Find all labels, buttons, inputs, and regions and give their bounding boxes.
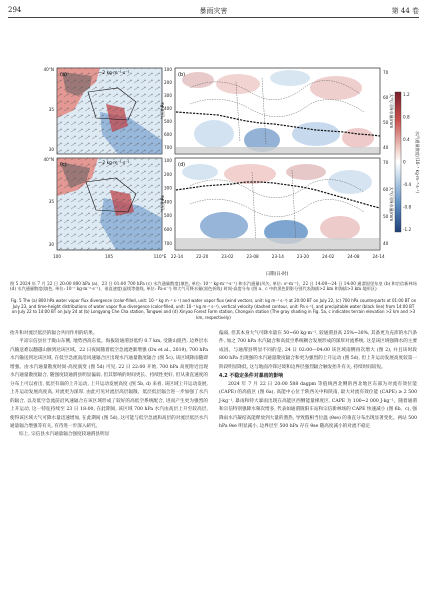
colorbar-tick: 0 (403, 159, 406, 165)
pressure-tick-b: 700 (164, 145, 172, 150)
figure-caption-en: Fig. 5 The (a) 800 hPa water vapor flux divergence (color-filled, unit: 10⁻⁷ kg m⁻² s⁻¹) and water vapor flux (wind vectors, unit: kg m⁻¹ s⁻¹) at 20:00 BT on July 22, (c) 700 hPa counterparts at 01:00 BT on July 23, and time-height distributions of water vapor flux divergence (color-filled, unit: 10⁻⁷ kg m⁻² s⁻¹), vertical velocity (dashed contour, unit: Pa s⁻¹), and precipitable water (black line) from 14:00 BT on July 22 to 14:00 BT on July 24 at (b) Longyang Che Cha station, Tongwei and (d) Xinyao Forest Farm station, Chongxin station (The gray shading in Fig. 5a, c indicates terrain elevation >2 km and >3 km, respectively) (10, 298, 417, 320)
page-number: 294 (8, 6, 22, 14)
figure-5 (0, 22, 427, 280)
colorbar (395, 92, 401, 232)
pwv-axis-label-b: 大气可降水量/mm (389, 93, 394, 129)
pressure-tick-d: 500 (164, 213, 172, 219)
pressure-tick-d: 600 (164, 227, 172, 232)
figure-5-graphics (0, 22, 427, 280)
pressure-tick-b: 300 (164, 93, 172, 98)
lat-tick: 40°N (43, 67, 54, 72)
body-column-right (219, 330, 417, 431)
lat-tick: 30 (48, 147, 54, 152)
lat-tick: 40°N (43, 157, 54, 162)
page-header (0, 0, 427, 22)
figure-caption-cn: 图 5 2024 年 7 月 22 日 20:00 800 hPa (a)、23 日 01:00 700 hPa (c) 水汽通量散度(填色, 单位: 10⁻⁷ kg·m⁻²·s⁻¹) 和水汽通量(风矢, 单位: s²·m⁻¹)，22 日 14:00—24 日 14:00 通渭国里东皇 (b) 和宗信新林场 (d) 水汽通量散度(填色, 单位: 10⁻⁷ kg·m⁻²·s⁻¹)、垂直速度(虚线等值线, 单位: Pa·s⁻¹) 和大气可降水量(黑色折线) 时间-高度分布 (图 a、c 中的黑色阴影分别代表海拔>2 km 和海拔>3 km 地形区) (10, 281, 417, 292)
lon-tick: 105 (105, 254, 113, 259)
colorbar-tick: 1.2 (403, 92, 410, 97)
pressure-tick-d: 400 (164, 199, 172, 205)
pressure-tick-d: 300 (164, 185, 172, 191)
colorbar-tick: -0.4 (403, 182, 412, 187)
pressure-tick-d: 100 (164, 158, 172, 163)
pwv-tick-b: 70 (383, 70, 389, 75)
panel-c-map (57, 158, 162, 250)
pwv-tick-b: 50 (383, 120, 389, 125)
time-axis-label: 日期(日-时) (265, 272, 289, 277)
colorbar-label: 水汽通量散度/(10⁻⁷ kg·m⁻²·s⁻¹) (415, 130, 420, 194)
time-tick: 23-14 (271, 254, 284, 259)
pressure-tick-b: 200 (164, 80, 172, 85)
paragraph: 偏弱, 但其本身大气可降水量在 50~60 kg·m⁻², 较通渭县高 25%~30%, 其备更为充沛的水汽条件, 加之 700 hPa 水汽辐合和高低空系统耦合发展形成的深厚对流系统, 这是该区域强降水的主要成因。与通渭县明显不同的是, 24 日 02:00—04:00 该区域南侧再次增大 (图 2), 并且该时段 800 hPa 出现强的水汽通量散度辐合和更为强烈的上升运动 (图 5d), 但上升运动发展高度较第一阶段明显降低, 这与地面冷锋过境和边界层强烈辐合触发抬升有关, 持续时间较短。 (219, 331, 417, 370)
pwv-tick-d: 70 (383, 160, 389, 165)
panel-tag-c: (c) (60, 162, 67, 168)
lat-tick: 30 (48, 242, 54, 247)
pressure-axis-label-b: 气压/hPa (160, 102, 165, 120)
lon-tick: 110°E (153, 254, 167, 259)
pwv-tick-d: 40 (383, 241, 389, 246)
paragraph: 综上, 宗信县水汽通量辐合强度较通渭县明显 (19, 432, 110, 438)
lon-tick: 100 (53, 254, 61, 259)
section-title: 4.2 不稳定条件对暴雨的影响 (219, 373, 284, 380)
paragraph: 2024 年 7 月 22 日 20:00 588 dagpm 等值线西北侧的西北地区东部为对流有效位能 (CAPE) 的高值区 (图 6a), 高能中心位于陕西关中和陕南, 最大对流有效位能 (CAPE) ≥ 2 500 J·kg⁻¹, 暴雨和特大暴雨出现在高能区西侧能量梯度区, CAPE 为 100~2 000 J·kg⁻¹。随着通渭和宗信特别强降水频次增多, 代表如通渭陇阳车站和宗信新林场的 CAPE 快速减小 (图 6b、c), 强降雨水汽凝结高能释放到大量的潜热, 导致假相当位温 (θse) 的垂直分布出现显著变化。两站 500 hPa θse 明显减小, 边界层至 500 hPa 存在 θse 随高度减小的对流不稳定 (219, 381, 417, 429)
pressure-tick-b: 100 (164, 67, 172, 72)
paragraph: 抬升和对流层低层的辐合共同作用的结果。 (10, 331, 98, 336)
pwv-tick-b: 60 (383, 95, 389, 100)
pressure-tick-d: 200 (164, 171, 172, 177)
panel-a-map (57, 68, 162, 154)
lat-tick: 35 (48, 199, 54, 204)
pwv-tick-d: 50 (383, 214, 389, 219)
panel-d-time-height (175, 158, 380, 250)
panel-c-legend: —2 kg·m⁻¹·s⁻¹ (98, 161, 130, 166)
colorbar-tick: -1.2 (403, 227, 412, 232)
panel-tag-a: (a) (60, 72, 67, 78)
pressure-tick-d: 700 (164, 240, 172, 246)
panel-a-legend: —2 kg·m⁻¹·s⁻¹ (98, 71, 130, 76)
pwv-tick-b: 40 (383, 145, 389, 150)
pwv-tick-d: 60 (383, 187, 389, 192)
time-tick: 24-02 (322, 254, 335, 259)
time-tick: 23-08 (246, 254, 259, 259)
pressure-tick-b: 400 (164, 106, 172, 111)
colorbar-tick: 0.8 (403, 114, 410, 120)
pressure-axis-label-d: 气压/hPa (160, 195, 165, 213)
pressure-tick-b: 500 (164, 119, 172, 124)
time-tick: 22-20 (196, 254, 209, 259)
volume-label: 第 44 卷 (391, 7, 419, 15)
header-rule (8, 17, 419, 18)
time-tick: 24-08 (347, 254, 360, 259)
pressure-tick-b: 600 (164, 132, 172, 137)
time-tick: 23-02 (221, 254, 234, 259)
panel-tag-b: (b) (178, 72, 186, 78)
panel-tag-d: (d) (178, 162, 186, 168)
time-tick: 24-14 (372, 254, 385, 259)
colorbar-tick: 0.4 (403, 137, 410, 142)
time-tick: 22-14 (170, 254, 184, 259)
time-tick: 23-20 (296, 254, 310, 259)
journal-name: 暴雨灾害 (199, 7, 228, 15)
lat-tick: 35 (48, 107, 54, 112)
panel-b-time-height (175, 68, 380, 154)
body-column-left (10, 330, 208, 440)
colorbar-tick: -0.8 (403, 204, 412, 210)
paragraph: 平凉宗信县位于陇山东侧, 地势西高东低。海拔较通渭县低约 0.7 km, 受陇山阻挡, 边界层水汽输送难以翻越山脉到达该区域。22 日夜间随着低空急流逐渐增强 (Du et al., 2019), 700 hPa 水汽输送到达该区域, 在低空急流南沿风速辐合区出现水汽通量散度辐合 (图 5c), 该区域降雨随即增强。由水汽通量散度时间-高度演变 (图 5d) 可见, 22 日 22:00 开始, 700 hPa 高度附近出现水汽通量散度辐合, 随强度较通渭县明显偏弱, 但其影响的时间更长、持续性更好, 但从垂直速度的分布上可以看出, 低层有弱的上升运动, 上升运动发展高度 (图 5b, d) 来看, 该区域上升运动发展, 上升运动发展高度高, 对流更为深厚, 由此可见对流层高层辐散、低层低层辐合进一步加强了水汽的辐合, 以及低空急流前沿风速辐合在该区域形成了较好的高低空系统配合, 进而产生更为强烈的上升运动, 这一特征持续至 23 日 18:00, 在此期间, 该区域 700 hPa 水汽由高层上升至较高层, 使得该区域大气可降水量迅速增加, 在此期间 (图 5d), 这可能与低空急流和高层的对流层低层水汽通量辐合增强等有关, 有待进一步深入研究。 (10, 339, 208, 429)
pwv-axis-label-d: 大气可降水量/mm (389, 186, 394, 222)
